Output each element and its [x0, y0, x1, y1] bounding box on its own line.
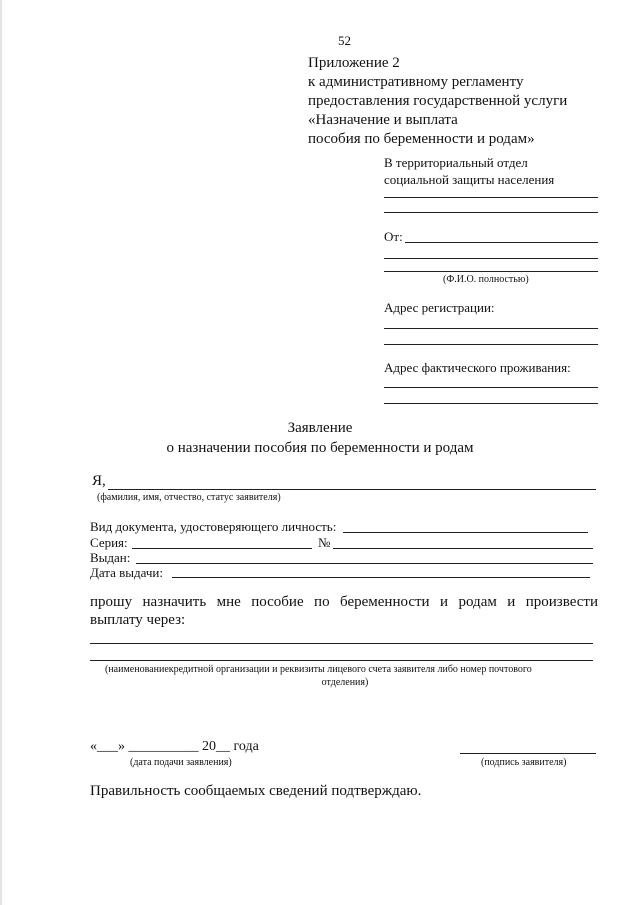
document-title: Заявление — [287, 420, 353, 436]
actual-address-blank-line-2[interactable] — [384, 403, 598, 404]
series-line[interactable] — [132, 548, 312, 549]
from-blank-line-1[interactable] — [405, 242, 598, 243]
signature-hint: (подпись заявителя) — [481, 757, 567, 768]
fio-hint: (Ф.И.О. полностью) — [443, 274, 529, 285]
submission-date-hint: (дата подачи заявления) — [130, 757, 232, 768]
appendix-line-1: Приложение 2 — [308, 55, 400, 71]
registration-blank-line-1[interactable] — [384, 328, 598, 329]
department-blank-line-1[interactable] — [384, 197, 598, 198]
confirmation-text: Правильность сообщаемых сведений подтверждаю. — [90, 783, 422, 799]
appendix-line-3: предоставления государственной услуги — [308, 93, 568, 109]
payment-blank-line-2[interactable] — [90, 660, 593, 661]
series-label: Серия: — [90, 535, 128, 550]
from-label: От: — [384, 229, 403, 244]
payment-hint-line-2: отделения) — [321, 677, 369, 688]
payment-blank-line-1[interactable] — [90, 643, 593, 644]
actual-address-label: Адрес фактического проживания: — [384, 360, 571, 375]
applicant-i-label: Я, — [92, 473, 106, 489]
to-department-line-2: социальной защиты населения — [384, 172, 555, 187]
registration-blank-line-2[interactable] — [384, 344, 598, 345]
payment-hint-line-1: (наименованиекредитной организации и реквизиты лицевого счета заявителя либо номер почтового — [105, 664, 532, 675]
appendix-line-5: пособия по беременности и родам» — [308, 131, 535, 147]
doc-type-label: Вид документа, удостоверяющего личность: — [90, 519, 337, 534]
actual-address-blank-line-1[interactable] — [384, 387, 598, 388]
request-text-line-1: прошу назначить мне пособие по беременности и родам и произвести — [90, 594, 598, 610]
doc-type-line[interactable] — [343, 532, 588, 533]
issued-by-label: Выдан: — [90, 550, 131, 565]
issued-by-line[interactable] — [136, 563, 593, 564]
department-blank-line-2[interactable] — [384, 212, 598, 213]
number-line[interactable] — [333, 548, 593, 549]
page-number: 52 — [338, 33, 351, 48]
submission-date-field[interactable]: «___» __________ 20__ года — [90, 739, 259, 754]
signature-line[interactable] — [460, 753, 596, 754]
issue-date-line[interactable] — [172, 577, 590, 578]
registration-address-label: Адрес регистрации: — [384, 300, 495, 315]
appendix-line-2: к административному регламенту — [308, 74, 524, 90]
from-blank-line-3[interactable] — [384, 271, 598, 272]
number-label: № — [318, 535, 331, 550]
document-subtitle: о назначении пособия по беременности и родам — [166, 440, 474, 456]
to-department-line-1: В территориальный отдел — [384, 155, 528, 170]
request-text-line-2: выплату через: — [90, 612, 186, 628]
from-blank-line-2[interactable] — [384, 258, 598, 259]
issue-date-label: Дата выдачи: — [90, 565, 164, 580]
applicant-name-hint: (фамилия, имя, отчество, статус заявителя) — [97, 492, 281, 503]
appendix-line-4: «Назначение и выплата — [308, 112, 458, 128]
applicant-name-line[interactable] — [108, 489, 596, 490]
